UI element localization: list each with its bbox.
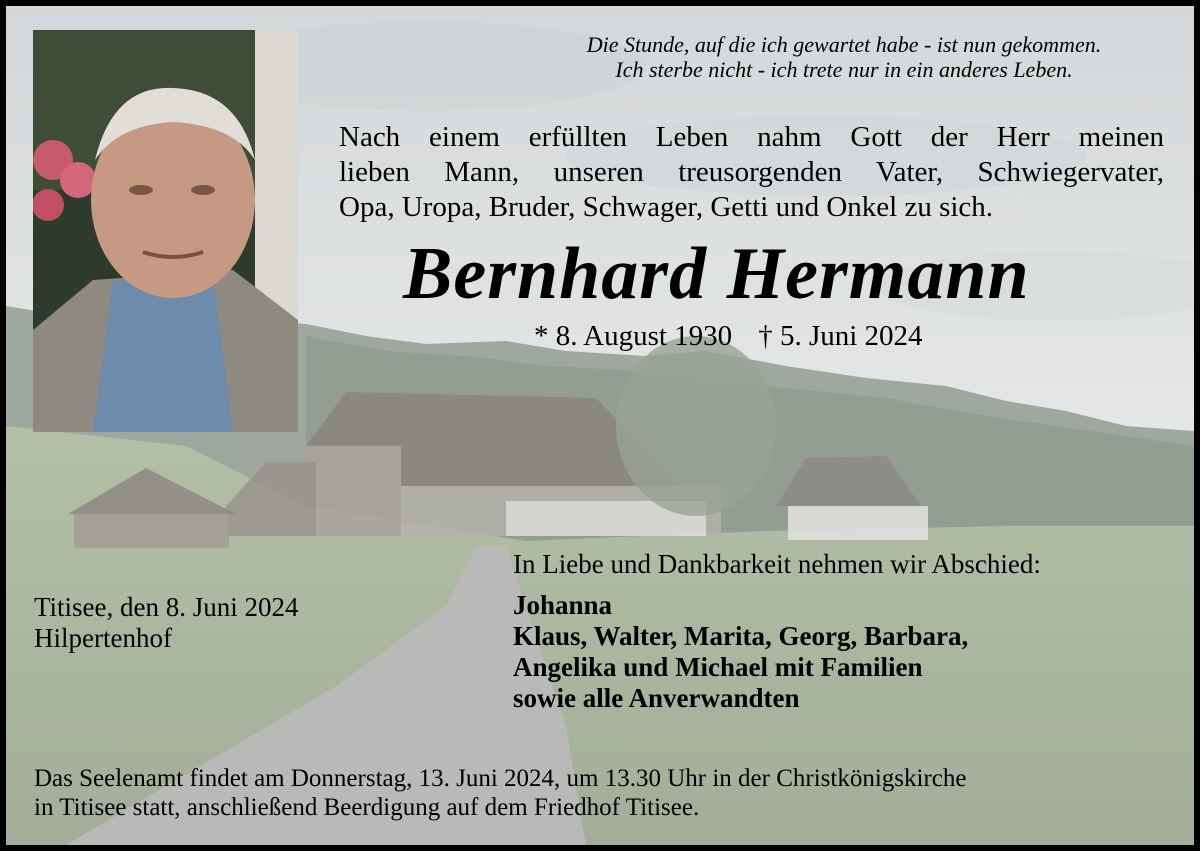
intro-line-3: Opa, Uropa, Bruder, Schwager, Getti und Onkel zu sich. bbox=[339, 191, 994, 223]
tree bbox=[616, 336, 776, 516]
life-dates bbox=[534, 320, 923, 353]
place-date bbox=[34, 592, 299, 654]
intro-paragraph bbox=[339, 120, 1164, 225]
intro-line-1: Nach einem erfüllten Leben nahm Gott der Herr meinen bbox=[339, 121, 1164, 153]
mourner-line: Klaus, Walter, Marita, Georg, Barbara, bbox=[513, 621, 969, 651]
death-date: † 5. Juni 2024 bbox=[758, 320, 923, 352]
place-line-2: Hilpertenhof bbox=[34, 623, 172, 653]
farewell-heading: In Liebe und Dankbarkeit nehmen wir Abschied: bbox=[513, 549, 1041, 579]
mourner-line: Johanna bbox=[513, 590, 613, 620]
service-line-1: Das Seelenamt findet am Donnerstag, 13. Juni 2024, um 13.30 Uhr in der Christkönigskirche bbox=[34, 765, 967, 792]
service-info bbox=[34, 764, 966, 822]
mourner-line: sowie alle Anverwandten bbox=[513, 683, 800, 713]
intro-line-2: lieben Mann, unseren treusorgenden Vater, Schwiegervater, bbox=[339, 156, 1164, 188]
quote-line-1: Die Stunde, auf die ich gewartet habe - ist nun gekommen. bbox=[586, 32, 1102, 57]
birth-date: * 8. August 1930 bbox=[534, 320, 733, 352]
mourner-list bbox=[513, 590, 968, 714]
deceased-name: Bernhard Hermann bbox=[403, 233, 1030, 315]
quote-line-2: Ich sterbe nicht - ich trete nur in ein anderes Leben. bbox=[615, 57, 1073, 82]
place-line-1: Titisee, den 8. Juni 2024 bbox=[34, 592, 299, 622]
portrait-photo bbox=[33, 30, 298, 432]
mourner-line: Angelika und Michael mit Familien bbox=[513, 652, 923, 682]
service-line-2: in Titisee statt, anschließend Beerdigung auf dem Friedhof Titisee. bbox=[34, 794, 700, 821]
quote bbox=[518, 32, 1170, 82]
